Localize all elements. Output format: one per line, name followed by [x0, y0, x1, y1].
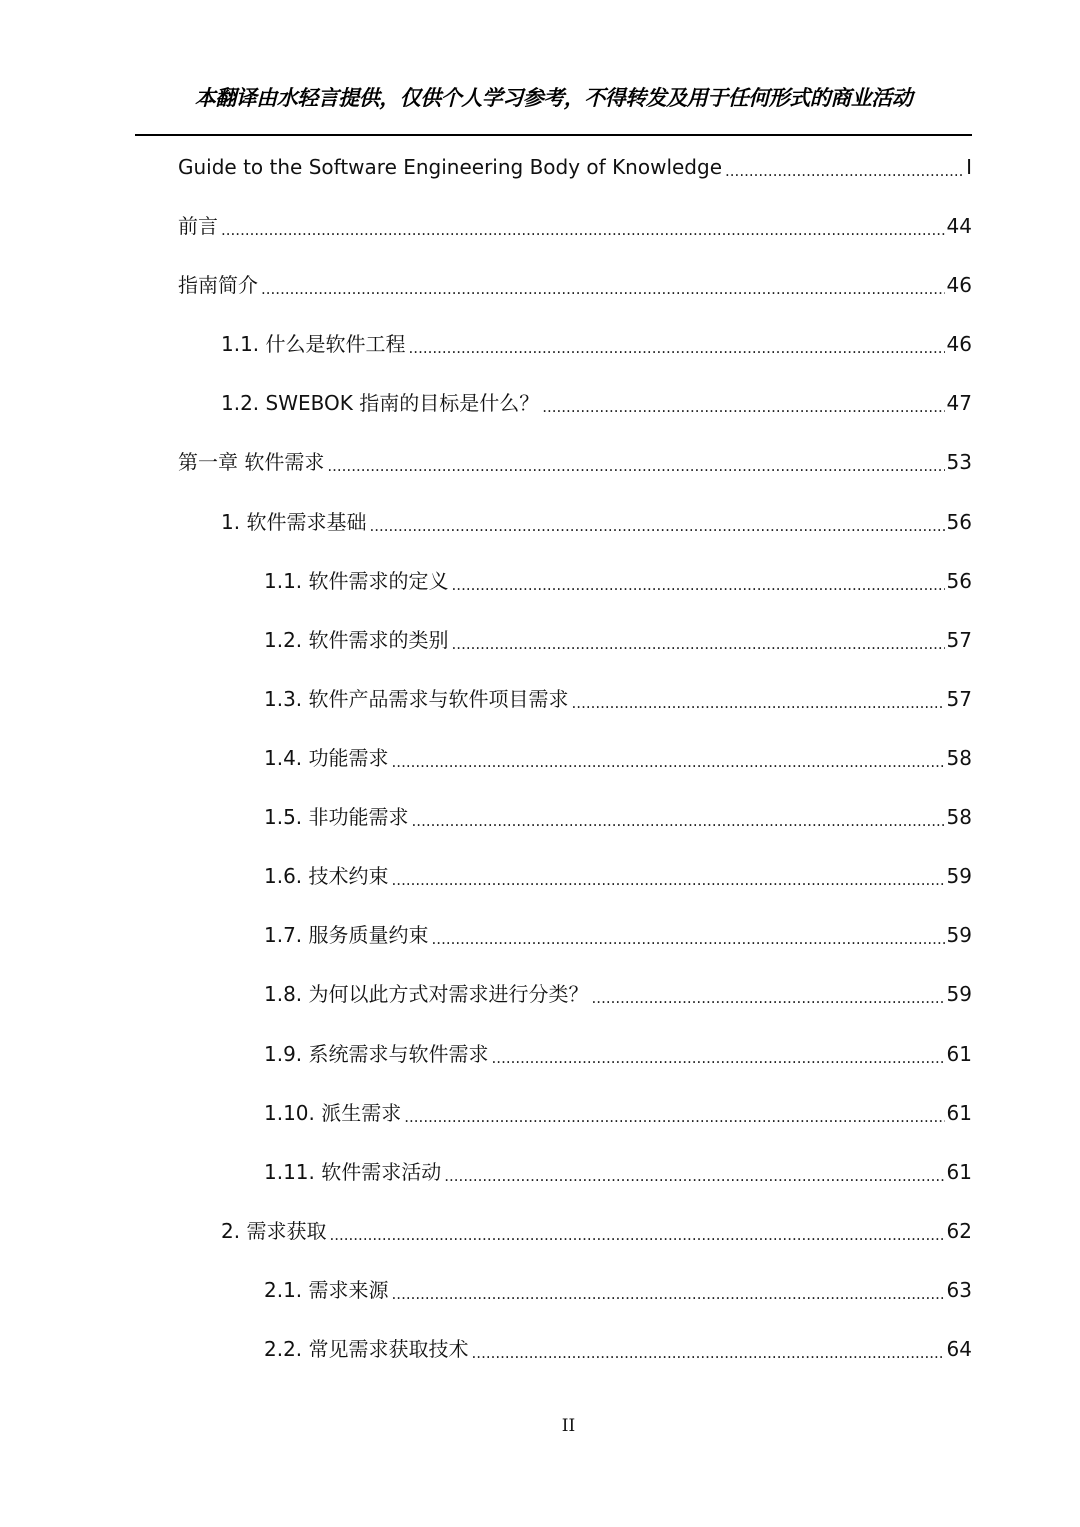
page-header-title: 本翻译由水轻言提供，仅供个人学习参考，不得转发及用于任何形式的商业活动: [194, 86, 913, 110]
toc-leader-dots: [444, 1156, 944, 1188]
toc-entry-page: 61: [946, 1042, 972, 1066]
toc-entry-title: 1.2. SWEBOK 指南的目标是什么？: [221, 391, 540, 415]
toc-leader-dots: [392, 742, 945, 774]
toc-entry[interactable]: [264, 565, 972, 597]
toc-entry-title: 1.10. 派生需求: [264, 1101, 402, 1125]
toc-entry[interactable]: [221, 328, 972, 360]
toc-entry[interactable]: [221, 1215, 972, 1247]
toc-entry-title: 第一章 软件需求: [178, 450, 325, 474]
toc-entry-title: 1.6. 技术约束: [264, 864, 389, 888]
toc-entry-title: 1.1. 什么是软件工程: [221, 332, 406, 356]
page-number: II: [561, 1416, 576, 1436]
toc-entry-page: 44: [946, 214, 972, 238]
toc-leader-dots: [592, 978, 945, 1010]
toc-entry-title: 1.3. 软件产品需求与软件项目需求: [264, 687, 569, 711]
toc-entry[interactable]: [221, 387, 972, 419]
toc-entry-page: 56: [946, 569, 972, 593]
toc-entry-page: 57: [946, 687, 972, 711]
toc-entry-title: 1.4. 功能需求: [264, 746, 389, 770]
toc-leader-dots: [392, 1274, 945, 1306]
toc-entry-title: 2.1. 需求来源: [264, 1278, 389, 1302]
toc-entry-page: 58: [946, 746, 972, 770]
toc-entry-page: 61: [946, 1160, 972, 1184]
toc-entry[interactable]: [264, 860, 972, 892]
toc-leader-dots: [412, 801, 945, 833]
toc-leader-dots: [432, 919, 945, 951]
toc-entry-page: 56: [946, 510, 972, 534]
toc-leader-dots: [452, 565, 945, 597]
toc-leader-dots: [472, 1333, 945, 1365]
toc-entry-page: 59: [946, 864, 972, 888]
toc-entry[interactable]: [178, 210, 972, 242]
toc-entry[interactable]: [264, 1038, 972, 1070]
toc-entry-title: 1.5. 非功能需求: [264, 805, 409, 829]
toc-entry-title: 1.8. 为何以此方式对需求进行分类？: [264, 982, 589, 1006]
toc-leader-dots: [409, 328, 945, 360]
toc-entry-title: 2.2. 常见需求获取技术: [264, 1337, 469, 1361]
toc-leader-dots: [369, 506, 944, 538]
toc-entry-title: 2. 需求获取: [221, 1219, 327, 1243]
toc-entry[interactable]: [264, 978, 972, 1010]
toc-entry[interactable]: [178, 446, 972, 478]
toc-entry-title: 1.11. 软件需求活动: [264, 1160, 442, 1184]
toc-leader-dots: [392, 860, 945, 892]
toc-entry-page: 59: [946, 923, 972, 947]
toc-entry[interactable]: [264, 1274, 972, 1306]
toc-leader-dots: [452, 624, 945, 656]
toc-entry-page: 64: [946, 1337, 972, 1361]
toc-entry[interactable]: [264, 1097, 972, 1129]
toc-entry-page: 61: [946, 1101, 972, 1125]
toc-entry-page: 46: [946, 273, 972, 297]
toc-entry-title: 1.1. 软件需求的定义: [264, 569, 449, 593]
toc-entry-page: 57: [946, 628, 972, 652]
toc-entry[interactable]: [264, 683, 972, 715]
toc-leader-dots: [725, 151, 964, 183]
toc-entry[interactable]: [178, 269, 972, 301]
toc-entry[interactable]: [264, 624, 972, 656]
toc-leader-dots: [261, 269, 945, 301]
toc-entry[interactable]: [264, 919, 972, 951]
toc-entry[interactable]: [264, 801, 972, 833]
toc-entry-title: 前言: [178, 214, 218, 238]
toc-entry-title: 1.7. 服务质量约束: [264, 923, 429, 947]
toc-entry[interactable]: [221, 506, 972, 538]
toc-entry-page: 59: [946, 982, 972, 1006]
toc-entry-page: I: [966, 155, 972, 179]
toc-entry-title: 指南简介: [178, 273, 258, 297]
toc-entry[interactable]: [264, 1333, 972, 1365]
toc-entry-page: 63: [946, 1278, 972, 1302]
toc-entry[interactable]: [264, 1156, 972, 1188]
toc-entry-page: 47: [946, 391, 972, 415]
toc-leader-dots: [327, 446, 944, 478]
toc-entry-title: Guide to the Software Engineering Body of Knowledge: [178, 155, 723, 179]
toc-entry-page: 58: [946, 805, 972, 829]
toc-leader-dots: [572, 683, 945, 715]
toc-leader-dots: [329, 1215, 944, 1247]
toc-entry[interactable]: [264, 742, 972, 774]
toc-leader-dots: [492, 1038, 945, 1070]
toc-entry-title: 1. 软件需求基础: [221, 510, 367, 534]
toc-leader-dots: [404, 1097, 944, 1129]
toc-leader-dots: [542, 387, 944, 419]
toc-leader-dots: [221, 210, 945, 242]
toc-entry-title: 1.2. 软件需求的类别: [264, 628, 449, 652]
toc-entry-page: 46: [946, 332, 972, 356]
toc-entry-page: 62: [946, 1219, 972, 1243]
toc-entry-title: 1.9. 系统需求与软件需求: [264, 1042, 489, 1066]
toc-entry-page: 53: [946, 450, 972, 474]
toc-entry[interactable]: [178, 151, 972, 183]
